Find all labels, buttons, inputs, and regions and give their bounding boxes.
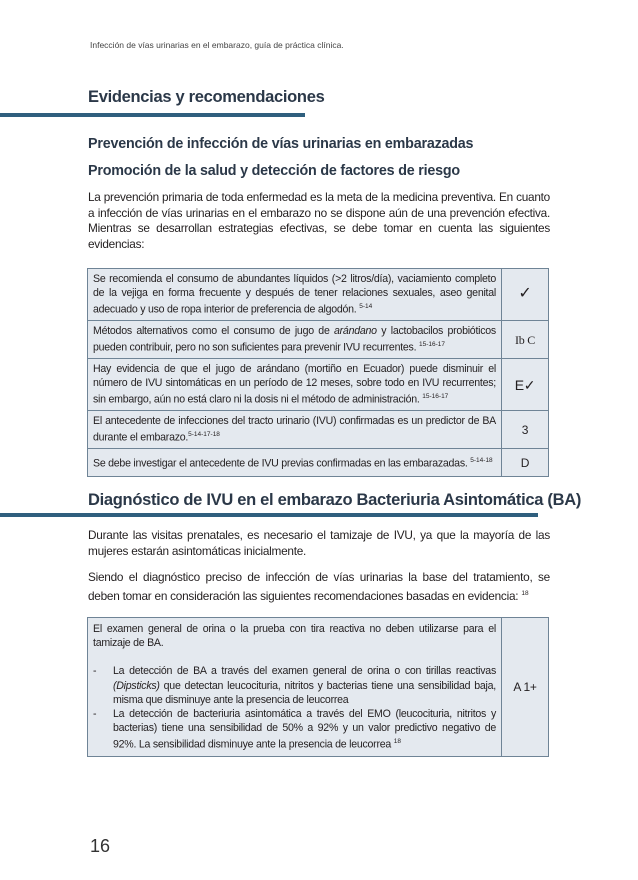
evidence-text: Hay evidencia de que el jugo de arándano (mortiño en Ecuador) puede disminuir el número de IVU sintomáticas en un período de 12 meses, sobre todo en IVU recurrentes; sin embargo, aún no está claro ni la dosis ni el método de administración. $^{15-16-17}$ — [88, 359, 502, 411]
section-title-evidencias: Evidencias y recomendaciones — [88, 88, 325, 106]
evidence-table — [87, 268, 549, 477]
table-row — [88, 269, 549, 321]
evidence-text: Se recomienda el consumo de abundantes líquidos (>2 litros/día), vaciamiento completo de la vejiga en forma frecuente y después de tener relaciones sexuales, aseo genital adecuado y uso de ropa interior de preferencia de algodón. $^{5-14}$ — [88, 269, 502, 321]
subtitle-promocion: Promoción de la salud y detección de factores de riesgo — [88, 163, 460, 179]
table-row — [88, 618, 549, 757]
intro-paragraph: La prevención primaria de toda enfermedad es la meta de la medicina preventiva. En cuanto a infección de vías urinarias en el embarazo no se dispone aún de una prevención efectiva. Mientras se desarrollan estrategias efectivas, se debe tomar en cuenta las siguientes evidencias: — [88, 190, 550, 251]
evidence-text: El antecedente de infecciones del tracto urinario (IVU) confirmadas es un predictor de BA durante el embarazo.$^{5-14-17-18}$ — [88, 411, 502, 449]
running-header: Infección de vías urinarias en el embarazo, guía de práctica clínica. — [90, 40, 344, 50]
paragraph-visitas: Durante las visitas prenatales, es necesario el tamizaje de IVU, ya que la mayoría de las mujeres estarán asintomáticas inicialmente. — [88, 528, 550, 558]
evidence-level: Ib C — [502, 321, 549, 359]
table-row — [88, 411, 549, 449]
recommendation-level: A 1+ — [502, 618, 549, 757]
evidence-text: Métodos alternativos como el consumo de jugo de arándano y lactobacilos probióticos pueden contribuir, pero no son suficientes para prevenir IVU recurrentes. $^{15-16-17}$ — [88, 321, 502, 359]
section-title-underline — [0, 113, 305, 117]
bullet-item: - La detección de bacteriuria asintomática a través del EMO (leucocituria, nitritos y bacterias) tiene una sensibilidad de 50% a 92% y un valor predictivo negativo de 92%. La sensibilidad disminuye ante la presencia de leucorrea $^{18}$ — [93, 708, 496, 751]
section-title-diagnostico: Diagnóstico de IVU en el embarazo Bacteriuria Asintomática (BA) — [88, 491, 582, 509]
recommendation-intro: El examen general de orina o la prueba con tira reactiva no deben utilizarse para el tamizaje de BA. — [93, 623, 496, 650]
recommendation-table — [87, 617, 549, 757]
section-title-underline — [0, 513, 538, 517]
table-row — [88, 359, 549, 411]
evidence-text: Se debe investigar el antecedente de IVU previas confirmadas en las embarazadas. $^{5-14-18}$ — [88, 449, 502, 477]
evidence-level: 3 — [502, 411, 549, 449]
evidence-level: ✓ — [502, 269, 549, 321]
table-row — [88, 449, 549, 477]
evidence-level: D — [502, 449, 549, 477]
table-row — [88, 321, 549, 359]
subtitle-prevencion: Prevención de infección de vías urinarias en embarazadas — [88, 136, 474, 152]
bullet-item: - La detección de BA a través del examen general de orina o con tirillas reactivas (Dipsticks) que detectan leucocituria, nitritos y bacterias tiene una sensibilidad baja, misma que disminuye ante la presencia de leucorrea — [93, 665, 496, 706]
recommendation-text — [88, 618, 502, 757]
evidence-level: E✓ — [502, 359, 549, 411]
paragraph-diagnostico: Siendo el diagnóstico preciso de infección de vías urinarias la base del tratamiento, se deben tomar en consideración las siguientes recomendaciones basadas en evidencia: $^{18}$ — [88, 570, 550, 603]
page-number: 16 — [90, 836, 111, 856]
